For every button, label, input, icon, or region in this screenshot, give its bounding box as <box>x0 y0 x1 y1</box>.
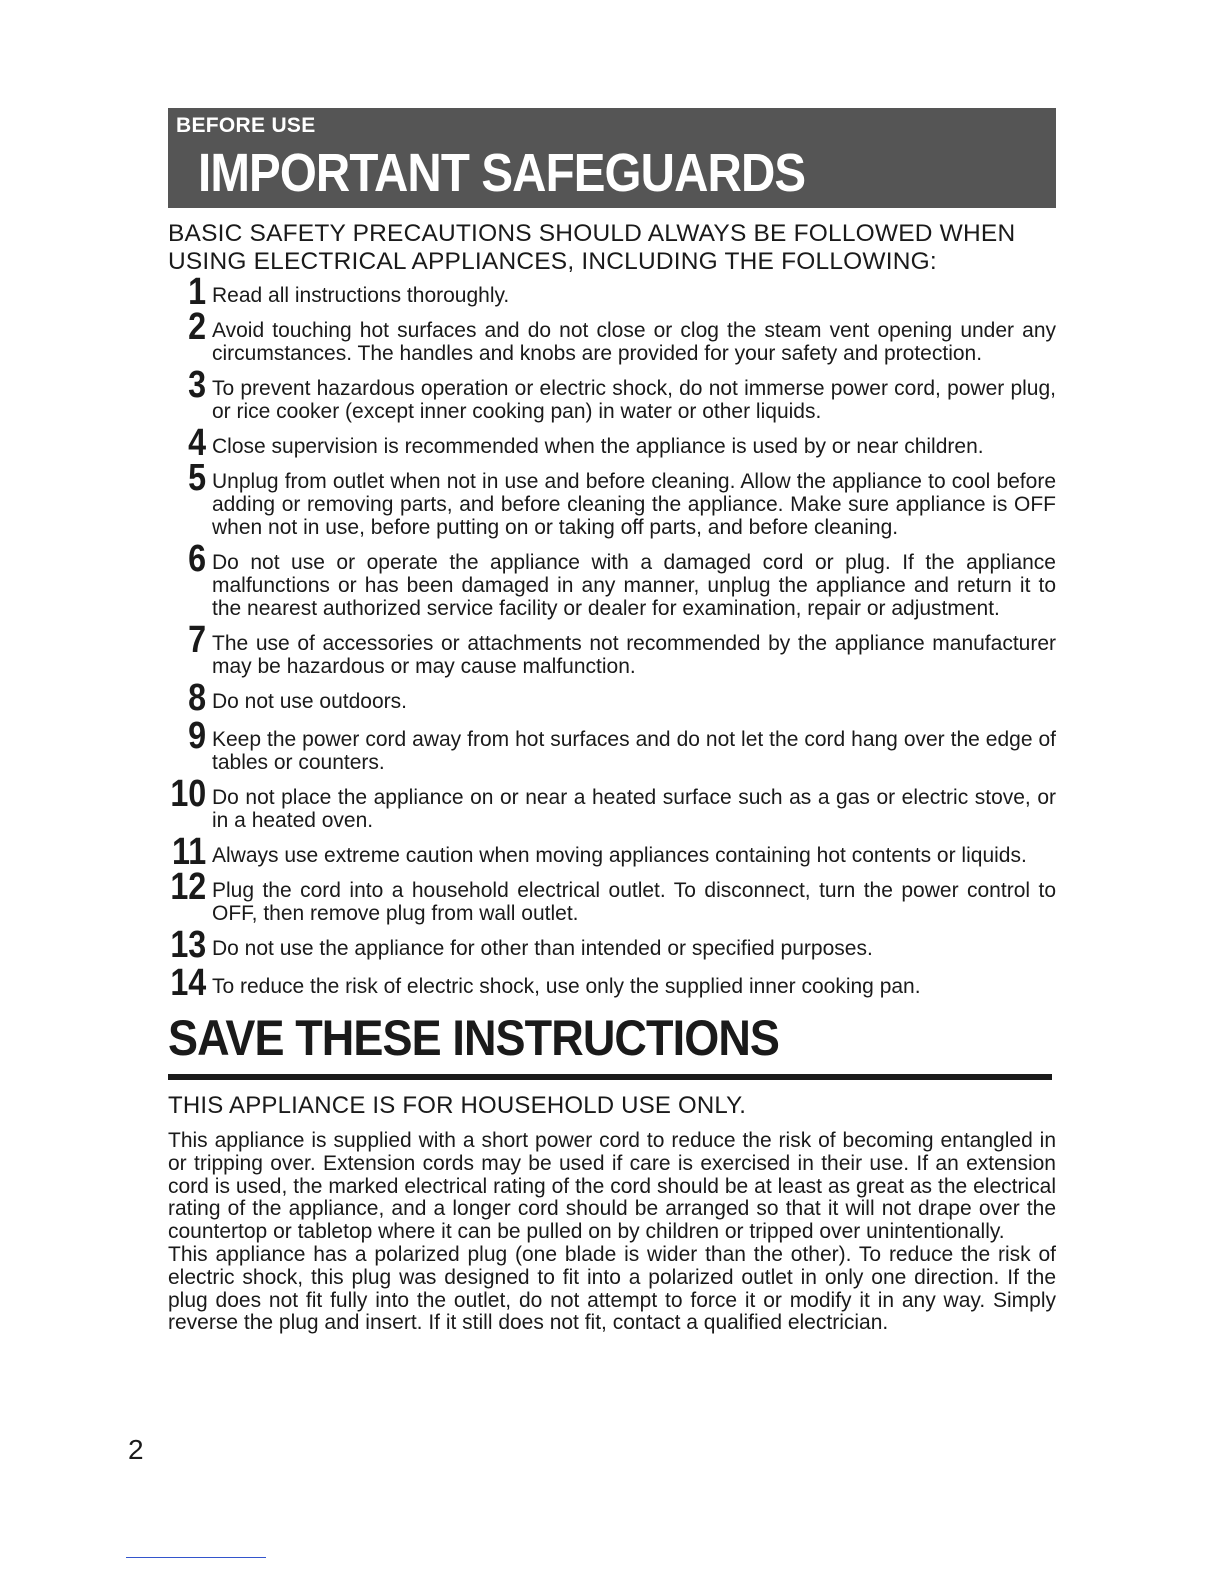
list-item <box>168 924 1056 966</box>
item-text: Keep the power cord away from hot surfaces and do not let the cord hang over the edge of tables or counters. <box>212 728 1056 774</box>
list-item <box>168 364 1056 423</box>
list-item <box>168 773 1056 832</box>
list-item <box>168 866 1056 925</box>
item-text: Unplug from outlet when not in use and before cleaning. Allow the appliance to cool before adding or removing parts, and before cleaning the appliance. Make sure appliance is OFF when not in use, before putting on or taking off parts, and before cleaning. <box>212 470 1056 539</box>
save-instructions-heading: SAVE THESE INSTRUCTIONS <box>168 1010 780 1066</box>
item-text: To reduce the risk of electric shock, use only the supplied inner cooking pan. <box>212 975 921 998</box>
item-text: Always use extreme caution when moving appliances containing hot contents or liquids. <box>212 844 1027 867</box>
item-number: 7 <box>188 619 206 661</box>
item-number: 2 <box>188 306 206 348</box>
item-text: Do not place the appliance on or near a heated surface such as a gas or electric stove, or in a heated oven. <box>212 786 1056 832</box>
intro-text: BASIC SAFETY PRECAUTIONS SHOULD ALWAYS BE FOLLOWED WHEN USING ELECTRICAL APPLIANCES, INCLUDING THE FOLLOWING: <box>168 220 1016 275</box>
list-item <box>168 677 1056 719</box>
list-item <box>168 306 1056 365</box>
section-kicker: BEFORE USE <box>176 114 316 137</box>
list-item <box>168 962 1056 1004</box>
item-number: 5 <box>188 457 206 499</box>
extension-cord-paragraph: This appliance is supplied with a short power cord to reduce the risk of becoming entangled in or tripping over. Extension cords may be used if care is exercised in their use. If an extension cord is used, the marked electrical rating of the cord should be at least as great as the electrical rating of the appliance, and a longer cord should be arranged so that it will not drape over the countertop or tabletop where it can be pulled on by children or tripped over unintentionally. <box>168 1129 1056 1244</box>
household-use-heading: THIS APPLIANCE IS FOR HOUSEHOLD USE ONLY. <box>168 1092 747 1119</box>
list-item <box>168 619 1056 678</box>
header-banner <box>168 108 1056 208</box>
item-text: Close supervision is recommended when the appliance is used by or near children. <box>212 435 984 458</box>
item-number: 6 <box>188 538 206 580</box>
list-item <box>168 715 1056 774</box>
safeguards-list <box>168 271 1056 1004</box>
item-text: Do not use the appliance for other than intended or specified purposes. <box>212 937 873 960</box>
item-number: 1 <box>188 271 206 313</box>
footer-divider <box>126 1557 266 1558</box>
item-number: 12 <box>170 866 206 908</box>
list-item <box>168 538 1056 620</box>
divider <box>168 1074 1052 1080</box>
item-number: 9 <box>188 715 206 757</box>
item-number: 14 <box>170 962 206 1004</box>
list-item <box>168 422 1056 464</box>
list-item <box>168 271 1056 313</box>
polarized-plug-paragraph: This appliance has a polarized plug (one blade is wider than the other). To reduce the risk of electric shock, this plug was designed to fit into a polarized outlet in only one direction. If the plug does not fit fully into the outlet, do not attempt to force it or modify it in any way. Simply reverse the plug and insert. If it still does not fit, contact a qualified electrician. <box>168 1242 1056 1335</box>
item-text: To prevent hazardous operation or electric shock, do not immerse power cord, power plug, or rice cooker (except inner cooking pan) in water or other liquids. <box>212 377 1056 423</box>
list-item <box>168 831 1056 873</box>
list-item <box>168 457 1056 539</box>
page-number: 2 <box>128 1434 144 1465</box>
item-text: Read all instructions thoroughly. <box>212 284 510 307</box>
item-text: Plug the cord into a household electrical outlet. To disconnect, turn the power control to OFF, then remove plug from wall outlet. <box>212 879 1056 925</box>
item-number: 3 <box>188 364 206 406</box>
item-text: The use of accessories or attachments not recommended by the appliance manufacturer may be hazardous or may cause malfunction. <box>212 632 1056 678</box>
item-number: 11 <box>171 831 206 873</box>
item-number: 4 <box>188 422 206 464</box>
item-text: Do not use outdoors. <box>212 690 407 713</box>
item-number: 13 <box>170 924 206 966</box>
item-text: Avoid touching hot surfaces and do not close or clog the steam vent opening under any circumstances. The handles and knobs are provided for your safety and protection. <box>212 319 1056 365</box>
item-number: 8 <box>188 677 206 719</box>
page-title: IMPORTANT SAFEGUARDS <box>198 143 806 203</box>
document-page <box>168 108 1056 1335</box>
item-text: Do not use or operate the appliance with a damaged cord or plug. If the appliance malfunctions or has been damaged in any manner, unplug the appliance and return it to the nearest authorized service facility or dealer for examination, repair or adjustment. <box>212 551 1056 620</box>
item-number: 10 <box>170 773 206 815</box>
